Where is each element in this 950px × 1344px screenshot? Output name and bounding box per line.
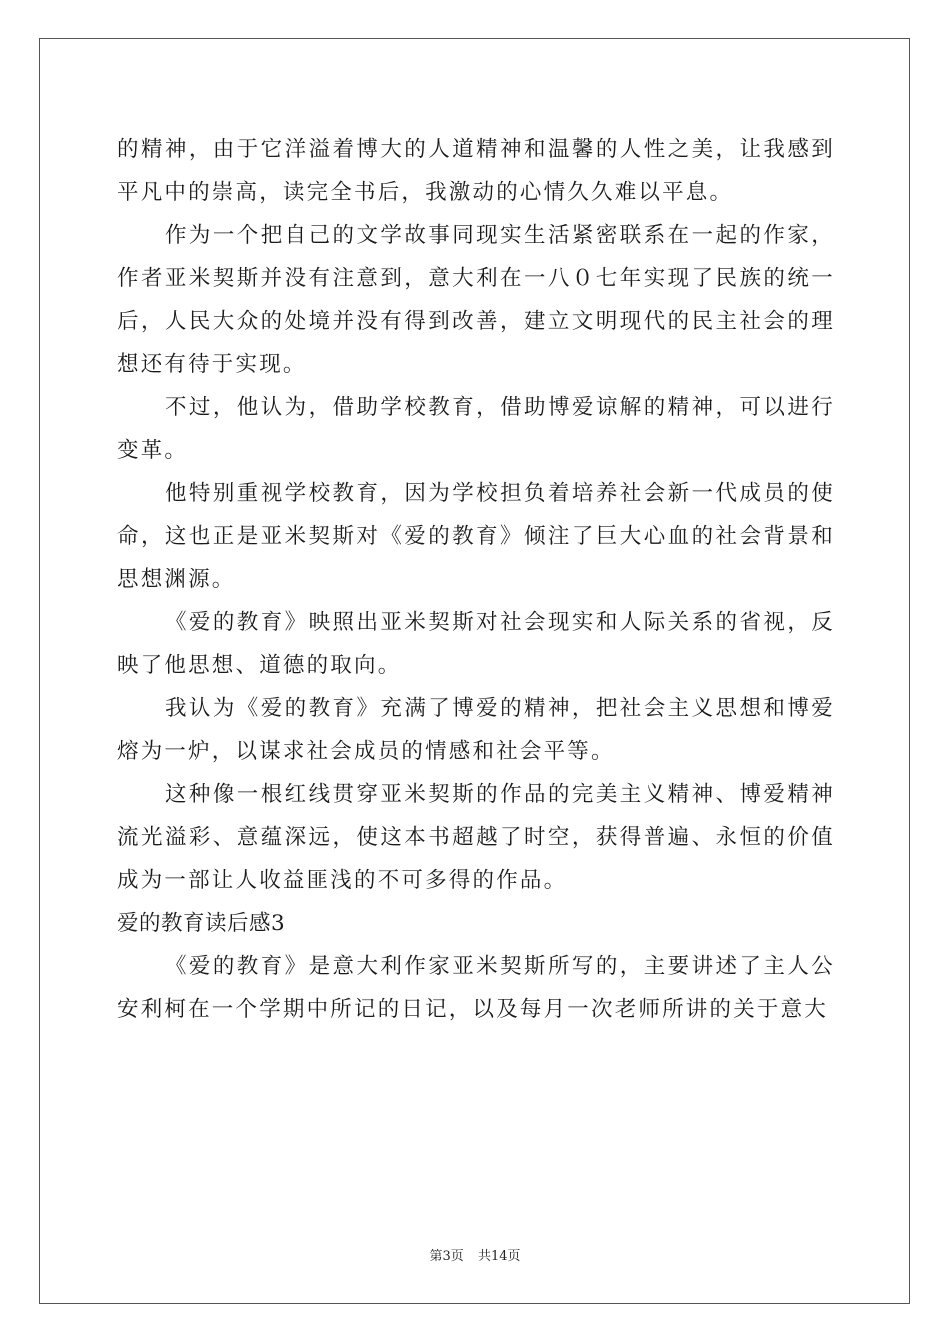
paragraph: 《爱的教育》是意大利作家亚米契斯所写的，主要讲述了主人公安利柯在一个学期中所记的日记，以及每月一次老师所讲的关于意大 — [117, 954, 835, 1022]
page-footer — [0, 1245, 950, 1264]
total-pages: 共14页 — [477, 1249, 521, 1264]
section-heading: 爱的教育读后感3 — [117, 911, 286, 936]
paragraph-continued: 的精神，由于它洋溢着博大的人道精神和温馨的人性之美，让我感到平凡中的崇高，读完全书后，我激动的心情久久难以平息。 — [117, 137, 835, 205]
document-body — [117, 128, 835, 1031]
paragraph: 不过，他认为，借助学校教育，借助博爱谅解的精神，可以进行变革。 — [117, 395, 835, 463]
paragraph: 这种像一根红线贯穿亚米契斯的作品的完美主义精神、博爱精神流光溢彩、意蕴深远，使这本书超越了时空，获得普遍、永恒的价值成为一部让人收益匪浅的不可多得的作品。 — [117, 782, 835, 893]
paragraph: 作为一个把自己的文学故事同现实生活紧密联系在一起的作家，作者亚米契斯并没有注意到，意大利在一八０七年实现了民族的统一后，人民大众的处境并没有得到改善，建立文明现代的民主社会的理想还有待于实现。 — [117, 223, 835, 377]
paragraph: 我认为《爱的教育》充满了博爱的精神，把社会主义思想和博爱熔为一炉，以谋求社会成员的情感和社会平等。 — [117, 696, 835, 764]
paragraph: 《爱的教育》映照出亚米契斯对社会现实和人际关系的省视，反映了他思想、道德的取向。 — [117, 610, 835, 678]
paragraph: 他特别重视学校教育，因为学校担负着培养社会新一代成员的使命，这也正是亚米契斯对《爱的教育》倾注了巨大心血的社会背景和思想渊源。 — [117, 481, 835, 592]
page-number: 第3页 — [429, 1249, 464, 1264]
